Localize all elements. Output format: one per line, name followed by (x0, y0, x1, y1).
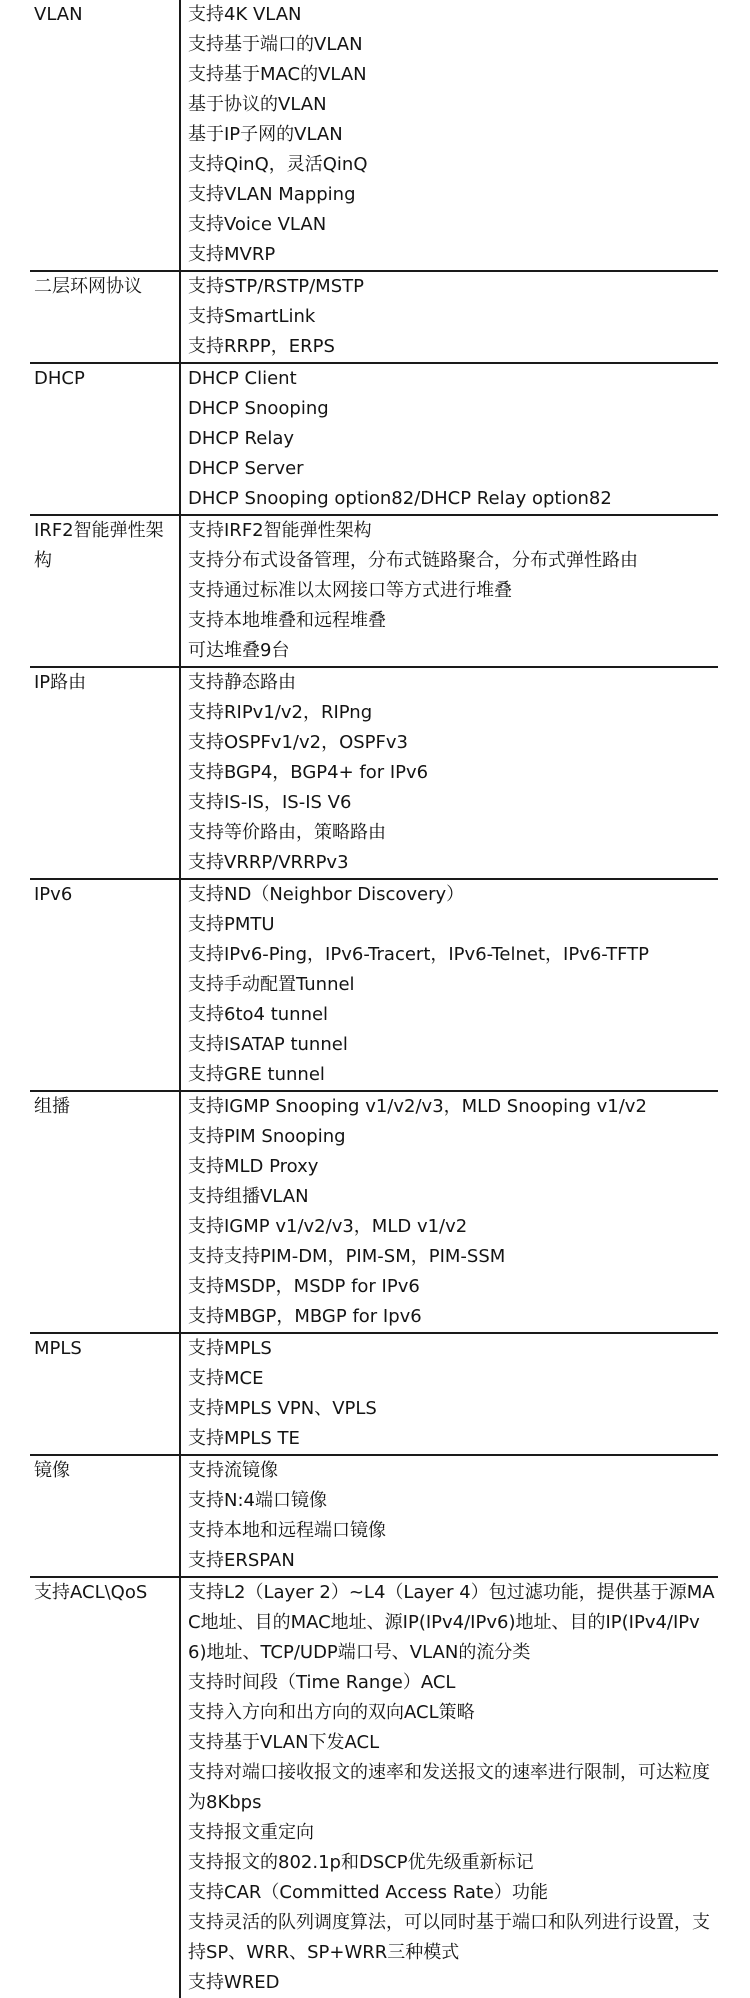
feature-item: 基于IP子网的VLAN (188, 124, 343, 145)
feature-item: 支持6to4 tunnel (188, 1004, 329, 1025)
feature-item: 支持MLD Proxy (188, 1156, 319, 1177)
section-feature-list (180, 271, 718, 363)
section-feature-list (180, 515, 718, 667)
feature-item: 支持MCE (188, 1368, 264, 1389)
feature-item: 支持IGMP Snooping v1/v2/v3，MLD Snooping v1/v2 (188, 1096, 647, 1117)
spec-section-row (30, 1577, 718, 1998)
spec-section-row (30, 363, 718, 515)
feature-item: 支持组播VLAN (188, 1186, 309, 1207)
feature-item: 支持GRE tunnel (188, 1064, 325, 1085)
feature-item: 支持VLAN Mapping (188, 184, 356, 205)
spec-section-row (30, 1455, 718, 1577)
feature-item: 支持4K VLAN (188, 4, 302, 25)
section-category: VLAN (30, 0, 180, 271)
spec-section-row (30, 515, 718, 667)
feature-item: 支持ND（Neighbor Discovery） (188, 884, 465, 905)
feature-item: 支持报文重定向 (188, 1822, 314, 1843)
feature-item: 支持支持PIM-DM，PIM-SM，PIM-SSM (188, 1246, 506, 1267)
feature-item: DHCP Snooping (188, 398, 329, 419)
feature-item: 支持IRF2智能弹性架构 (188, 520, 372, 541)
feature-item: DHCP Relay (188, 428, 294, 449)
spec-section-row (30, 271, 718, 363)
feature-item: 支持本地堆叠和远程堆叠 (188, 610, 386, 631)
feature-item: 支持入方向和出方向的双向ACL策略 (188, 1702, 475, 1723)
feature-item: 支持灵活的队列调度算法，可以同时基于端口和队列进行设置，支持SP、WRR、SP+WRR三种模式 (188, 1912, 710, 1963)
feature-item: 支持分布式设备管理，分布式链路聚合，分布式弹性路由 (188, 550, 638, 571)
feature-item: 支持MPLS TE (188, 1428, 300, 1449)
feature-item: 支持MSDP，MSDP for IPv6 (188, 1276, 420, 1297)
feature-item: 基于协议的VLAN (188, 94, 327, 115)
spec-table-body (30, 0, 718, 1998)
feature-item: 支持等价路由，策略路由 (188, 822, 386, 843)
feature-item: 支持手动配置Tunnel (188, 974, 355, 995)
feature-item: 支持ERSPAN (188, 1550, 295, 1571)
feature-item: 支持IPv6-Ping，IPv6-Tracert，IPv6-Telnet，IPv6-TFTP (188, 944, 650, 965)
feature-item: 支持WRED (188, 1972, 280, 1993)
feature-item: 支持OSPFv1/v2，OSPFv3 (188, 732, 408, 753)
section-feature-list (180, 1577, 718, 1998)
section-category: 支持ACL\QoS (30, 1577, 180, 1998)
feature-item: 支持ISATAP tunnel (188, 1034, 348, 1055)
feature-item: 支持基于MAC的VLAN (188, 64, 367, 85)
feature-item: 可达堆叠9台 (188, 640, 290, 661)
feature-item: 支持MBGP，MBGP for Ipv6 (188, 1306, 422, 1327)
section-category: IRF2智能弹性架构 (30, 515, 180, 667)
feature-item: 支持MPLS (188, 1338, 272, 1359)
section-feature-list (180, 363, 718, 515)
section-category: 镜像 (30, 1455, 180, 1577)
feature-item: 支持RIPv1/v2，RIPng (188, 702, 373, 723)
feature-item: 支持报文的802.1p和DSCP优先级重新标记 (188, 1852, 534, 1873)
feature-item: 支持SmartLink (188, 306, 316, 327)
section-feature-list (180, 0, 718, 271)
section-feature-list (180, 1091, 718, 1333)
section-category: IPv6 (30, 879, 180, 1091)
spec-section-row (30, 667, 718, 879)
feature-item: DHCP Client (188, 368, 297, 389)
feature-item: 支持IGMP v1/v2/v3，MLD v1/v2 (188, 1216, 468, 1237)
feature-item: 支持流镜像 (188, 1460, 278, 1481)
feature-item: 支持L2（Layer 2）~L4（Layer 4）包过滤功能，提供基于源MAC地址、目的MAC地址、源IP(IPv4/IPv6)地址、目的IP(IPv4/IPv6)地址、TCP/UDP端口号、VLAN的流分类 (188, 1582, 715, 1663)
feature-item: DHCP Snooping option82/DHCP Relay option82 (188, 488, 612, 509)
feature-item: 支持STP/RSTP/MSTP (188, 276, 364, 297)
feature-item: 支持基于VLAN下发ACL (188, 1732, 380, 1753)
section-category: MPLS (30, 1333, 180, 1455)
spec-section-row (30, 0, 718, 271)
feature-item: 支持静态路由 (188, 672, 296, 693)
section-category: IP路由 (30, 667, 180, 879)
feature-item: 支持对端口接收报文的速率和发送报文的速率进行限制，可达粒度为8Kbps (188, 1762, 710, 1813)
feature-item: 支持时间段（Time Range）ACL (188, 1672, 456, 1693)
feature-item: 支持通过标准以太网接口等方式进行堆叠 (188, 580, 512, 601)
section-category: 组播 (30, 1091, 180, 1333)
feature-item: 支持CAR（Committed Access Rate）功能 (188, 1882, 548, 1903)
section-feature-list (180, 879, 718, 1091)
feature-item: DHCP Server (188, 458, 304, 479)
spec-section-row (30, 1333, 718, 1455)
feature-item: 支持基于端口的VLAN (188, 34, 363, 55)
spec-section-row (30, 879, 718, 1091)
feature-item: 支持MVRP (188, 244, 276, 265)
feature-item: 支持本地和远程端口镜像 (188, 1520, 386, 1541)
feature-item: 支持RRPP，ERPS (188, 336, 335, 357)
feature-item: 支持N:4端口镜像 (188, 1490, 327, 1511)
spec-section-row (30, 1091, 718, 1333)
feature-item: 支持PIM Snooping (188, 1126, 346, 1147)
feature-item: 支持PMTU (188, 914, 275, 935)
feature-item: 支持VRRP/VRRPv3 (188, 852, 349, 873)
feature-item: 支持QinQ，灵活QinQ (188, 154, 368, 175)
spec-table (30, 0, 718, 1998)
section-category: DHCP (30, 363, 180, 515)
feature-item: 支持BGP4，BGP4+ for IPv6 (188, 762, 429, 783)
section-feature-list (180, 667, 718, 879)
feature-item: 支持IS-IS，IS-IS V6 (188, 792, 352, 813)
feature-item: 支持MPLS VPN、VPLS (188, 1398, 377, 1419)
feature-item: 支持Voice VLAN (188, 214, 327, 235)
section-feature-list (180, 1455, 718, 1577)
section-category: 二层环网协议 (30, 271, 180, 363)
section-feature-list (180, 1333, 718, 1455)
